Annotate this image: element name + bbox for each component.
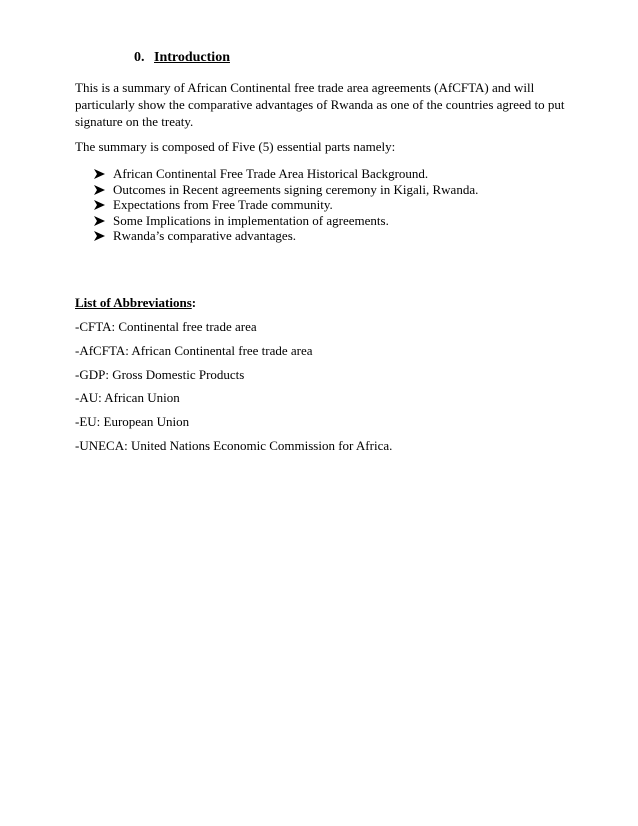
arrowhead-bullet-icon	[94, 185, 105, 195]
parts-list	[94, 166, 478, 244]
arrowhead-bullet-icon	[94, 216, 105, 226]
list-item	[94, 213, 478, 229]
section-number: 0.	[134, 50, 145, 65]
abbreviation-item: -AU: African Union	[75, 390, 180, 406]
section-title: Introduction	[154, 50, 230, 65]
abbreviations-heading	[75, 295, 196, 311]
abbreviation-item: -CFTA: Continental free trade area	[75, 319, 257, 334]
list-item	[94, 197, 478, 213]
abbreviation-item: -EU: European Union	[75, 414, 190, 430]
list-item-text: Rwanda’s comparative advantages.	[113, 228, 297, 243]
abbreviations-heading-colon: :	[191, 295, 197, 310]
abbreviations-list	[75, 318, 392, 461]
list-item-text: Expectations from Free Trade community.	[113, 197, 333, 212]
intro-paragraph: This is a summary of African Continental free trade area agreements (AfCFTA) and will particularly show the comparative advantages of Rwanda as one of the countries agreed to put signature on the treaty.	[75, 80, 565, 129]
arrowhead-bullet-icon	[94, 169, 105, 179]
abbreviation-item: -UNECA: United Nations Economic Commission for Africa.	[75, 437, 393, 453]
arrowhead-bullet-icon	[94, 231, 105, 241]
list-item	[94, 166, 478, 182]
arrowhead-bullet-icon	[94, 200, 105, 210]
abbreviation-item: -AfCFTA: African Continental free trade area	[75, 342, 313, 358]
list-item-text: African Continental Free Trade Area Historical Background.	[113, 166, 429, 181]
list-item	[94, 228, 478, 244]
abbreviations-heading-text: List of Abbreviations	[75, 295, 192, 310]
list-item-text: Outcomes in Recent agreements signing ceremony in Kigali, Rwanda.	[113, 181, 479, 197]
section-heading	[134, 50, 230, 66]
summary-paragraph: The summary is composed of Five (5) essential parts namely:	[75, 139, 396, 154]
list-item-text: Some Implications in implementation of agreements.	[113, 212, 389, 228]
list-item	[94, 182, 478, 198]
abbreviation-item: -GDP: Gross Domestic Products	[75, 366, 245, 382]
